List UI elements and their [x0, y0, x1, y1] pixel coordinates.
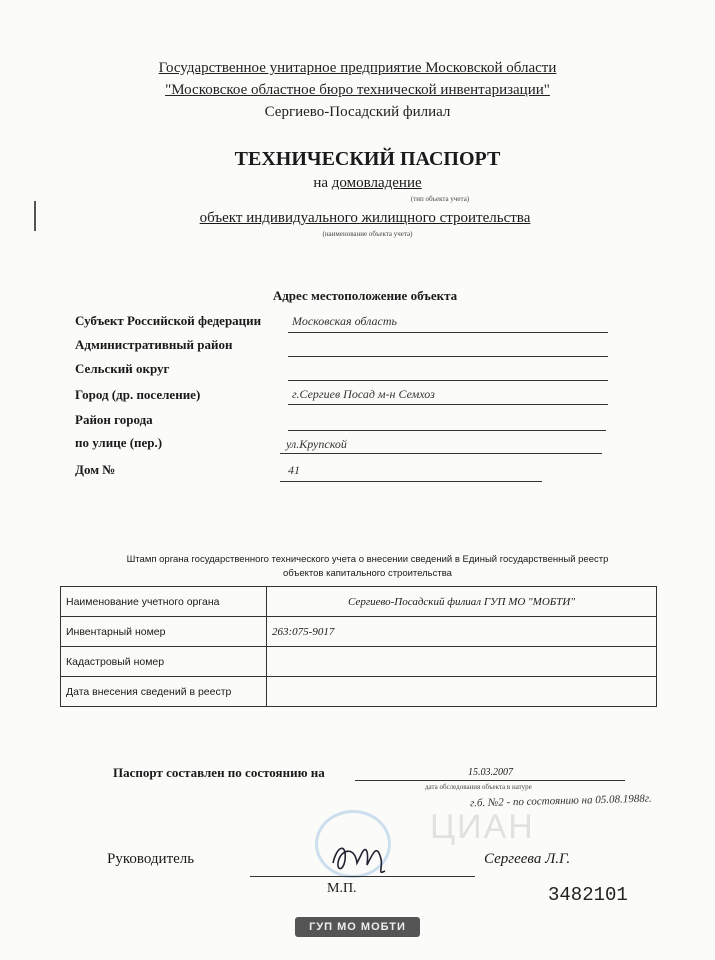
table-row	[61, 677, 657, 707]
registry-caption-line2: объектов капитального строительства	[283, 568, 452, 579]
rural-label: Сельский округ	[75, 361, 170, 376]
city-district-label: Район города	[75, 412, 153, 427]
street-label: по улице (пер.)	[75, 435, 163, 450]
registry-label: Кадастровый номер	[61, 647, 267, 677]
compiled-date-caption: дата обследования объекта в натуре	[425, 783, 532, 791]
object-type-caption: (тип объекта учета)	[410, 195, 470, 203]
object-type-line	[0, 175, 715, 192]
registry-value	[267, 677, 657, 707]
district-underline	[288, 356, 608, 357]
table-row	[61, 647, 657, 677]
house-value: 41	[288, 463, 300, 477]
compiled-date: 15.03.2007	[468, 767, 513, 778]
registry-label: Наименование учетного органа	[61, 587, 267, 617]
street-value: ул.Крупской	[286, 437, 347, 451]
table-row	[61, 587, 657, 617]
object-name: объект индивидуального жилищного строительства	[199, 210, 531, 226]
document-number: 3482101	[548, 884, 628, 906]
head-name: Сергеева Л.Г.	[484, 851, 571, 867]
mobti-logo: ГУП МО МОБТИ	[295, 917, 420, 937]
object-type: домовладение	[331, 175, 422, 191]
address-heading: Адрес местоположение объекта	[272, 288, 458, 303]
subject-underline	[288, 332, 608, 333]
document-title: ТЕХНИЧЕСКИЙ ПАСПОРТ	[234, 148, 501, 170]
compiled-underline	[355, 780, 625, 781]
registry-label: Инвентарный номер	[61, 617, 267, 647]
registry-value: Сергиево-Посадский филиал ГУП МО "МОБТИ"	[267, 587, 657, 617]
registry-value	[267, 647, 657, 677]
house-label: Дом №	[75, 462, 116, 477]
subject-value: Московская область	[292, 314, 397, 328]
registry-value: 263:075-9017	[267, 617, 657, 647]
object-name-caption: (наименование объекта учета)	[322, 230, 413, 238]
branch-name: Сергиево-Посадский филиал	[264, 104, 451, 120]
org-name-line1: Государственное унитарное предприятие Московской области	[158, 60, 557, 76]
city-value: г.Сергиев Посад м-н Семхоз	[292, 387, 435, 401]
org-name-line2: "Московское областное бюро технической инвентаризации"	[165, 82, 550, 98]
registry-table	[60, 586, 657, 707]
watermark-text: ЦИАН	[430, 808, 535, 846]
district-label: Административный район	[75, 337, 233, 352]
table-row	[61, 617, 657, 647]
house-underline	[280, 481, 542, 482]
handwritten-note: г.б. №2 - по состоянию на 05.08.1988г.	[469, 792, 652, 810]
compiled-label: Паспорт составлен по состоянию на	[113, 765, 325, 780]
registry-label: Дата внесения сведений в реестр	[61, 677, 267, 707]
subject-label: Субъект Российской федерации	[75, 313, 262, 328]
head-label: Руководитель	[107, 851, 195, 867]
city-label: Город (др. поселение)	[75, 387, 201, 402]
city-district-underline	[288, 430, 606, 431]
signature-scribble	[325, 835, 395, 880]
registry-caption-line1: Штамп органа государственного технического учета о внесении сведений в Единый государственный реестр	[126, 554, 609, 565]
rural-underline	[288, 380, 608, 381]
seal-label: М.П.	[327, 881, 357, 896]
city-underline	[288, 404, 608, 405]
object-type-prefix: на	[313, 175, 332, 191]
street-underline	[280, 453, 602, 454]
